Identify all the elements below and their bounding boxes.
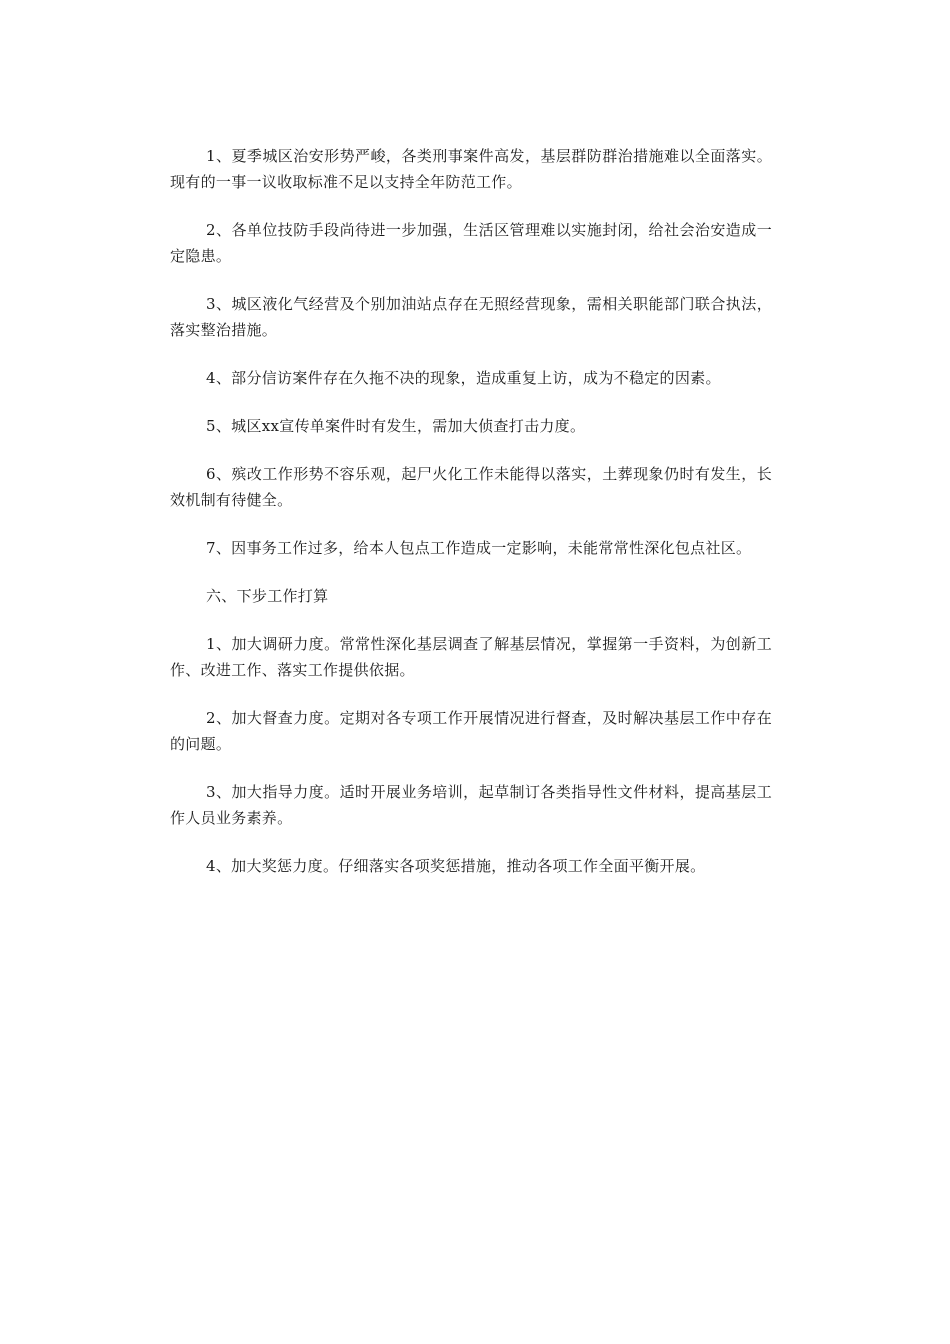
issue-paragraph-5: 5、城区xx宣传单案件时有发生，需加大侦查打击力度。: [206, 417, 586, 435]
issue-paragraph-6: 6、殡改工作形势不容乐观，起尸火化工作未能得以落实，土葬现象仍时有发生，长效机制有待健全。: [170, 465, 772, 509]
issue-paragraph-4: 4、部分信访案件存在久拖不决的现象，造成重复上访，成为不稳定的因素。: [206, 369, 721, 387]
section-heading-next-plans: 六、下步工作打算: [206, 587, 329, 605]
plan-paragraph-1: 1、加大调研力度。常常性深化基层调查了解基层情况，掌握第一手资料，为创新工作、改进工作、落实工作提供依据。: [170, 635, 772, 679]
plan-paragraph-2: 2、加大督查力度。定期对各专项工作开展情况进行督查，及时解决基层工作中存在的问题。: [170, 709, 772, 753]
plan-paragraph-4: 4、加大奖惩力度。仔细落实各项奖惩措施，推动各项工作全面平衡开展。: [206, 857, 706, 875]
plan-paragraph-3: 3、加大指导力度。适时开展业务培训，起草制订各类指导性文件材料，提高基层工作人员业务素养。: [170, 783, 772, 827]
issue-paragraph-7: 7、因事务工作过多，给本人包点工作造成一定影响，未能常常性深化包点社区。: [206, 539, 752, 557]
issue-paragraph-2: 2、各单位技防手段尚待进一步加强，生活区管理难以实施封闭，给社会治安造成一定隐患。: [170, 221, 772, 265]
issue-paragraph-1: 1、夏季城区治安形势严峻，各类刑事案件高发，基层群防群治措施难以全面落实。现有的一事一议收取标准不足以支持全年防范工作。: [170, 147, 772, 191]
issue-paragraph-3: 3、城区液化气经营及个别加油站点存在无照经营现象，需相关职能部门联合执法，落实整治措施。: [170, 295, 772, 339]
document-page: [170, 143, 772, 901]
